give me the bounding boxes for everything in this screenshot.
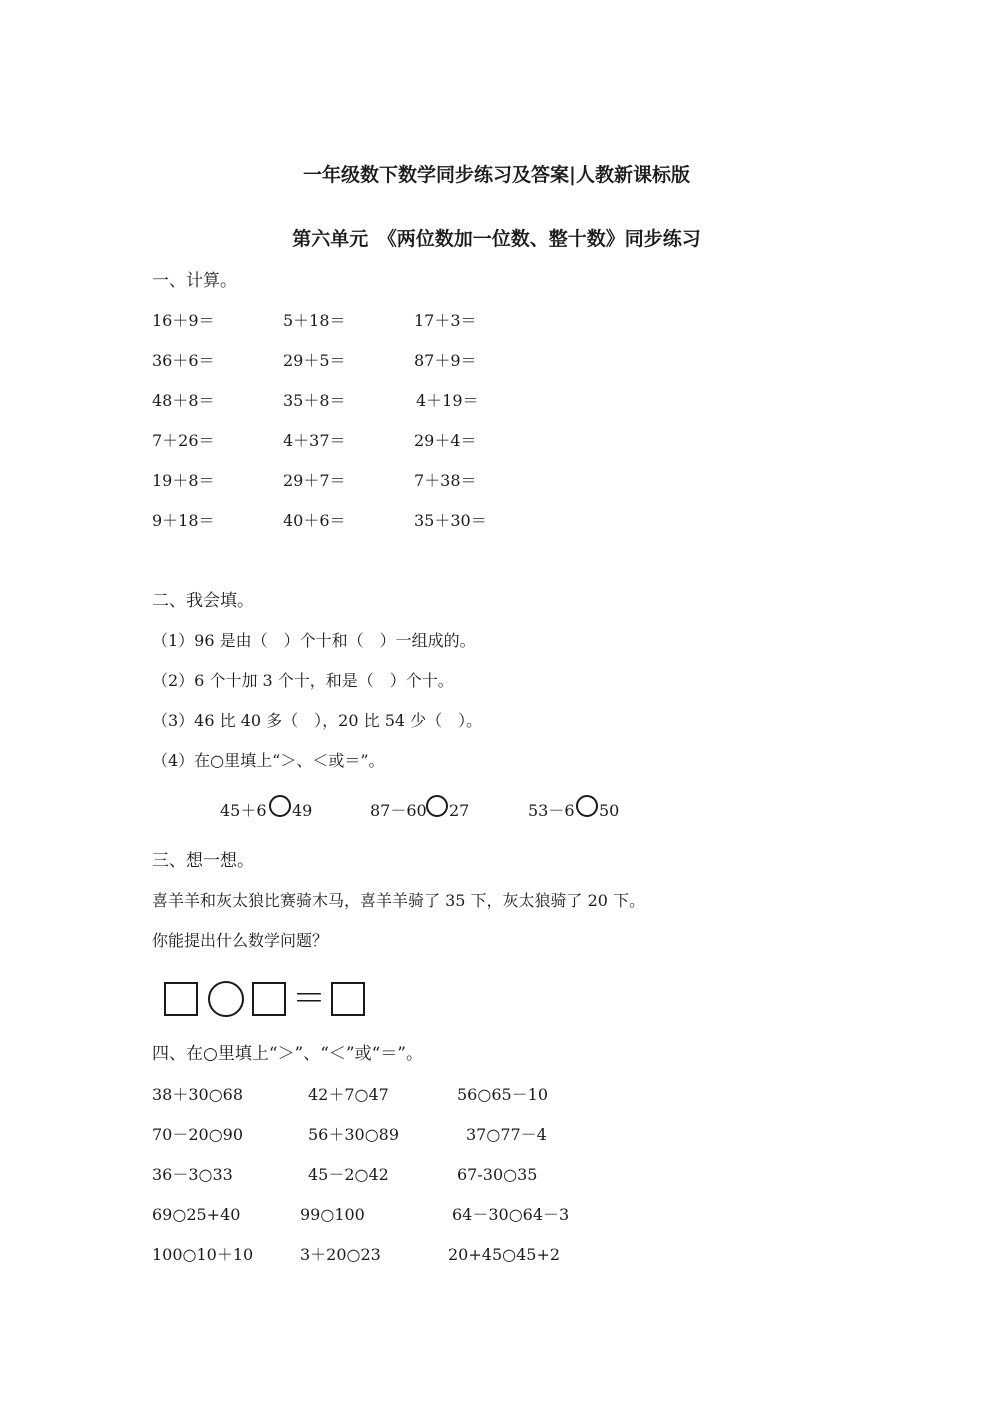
compare-item: 42＋7○47 [308,1085,389,1104]
section3-heading: 三、想一想。 [152,851,254,871]
calc-item: 87＋9＝ [414,351,477,370]
calc-item: 36＋6＝ [152,351,215,370]
compare-item: 99○100 [300,1205,365,1224]
compare-item: 38＋30○68 [152,1085,244,1104]
compare-item: 64－30○64－3 [452,1205,570,1224]
calc-item: 4＋19＝ [416,391,479,410]
story-text: 喜羊羊和灰太狼比赛骑木马，喜羊羊骑了 35 下，灰太狼骑了 20 下。 [152,891,646,910]
fill-question-4: （4）在○里填上“＞、＜或＝”。 [152,751,385,770]
calc-item: 7＋38＝ [414,471,477,490]
calc-item: 35＋30＝ [414,511,487,530]
calc-item: 40＋6＝ [283,511,346,530]
compare-item: 45－2○42 [308,1165,389,1184]
section2-heading: 二、我会填。 [152,591,254,611]
compare-right: 50 [599,801,620,820]
calc-item: 7＋26＝ [152,431,215,450]
compare-circle [269,795,291,817]
calc-item: 5＋18＝ [283,311,346,330]
calc-item: 17＋3＝ [414,311,477,330]
fill-question-1: （1）96 是由（ ）个十和（ ）一组成的。 [152,631,476,650]
question-prompt: 你能提出什么数学问题？ [152,931,329,950]
compare-left: 45＋6 [220,801,267,820]
section4-heading: 四、在○里填上“＞”、“＜”或“＝”。 [152,1044,423,1064]
compare-circle [576,795,598,817]
compare-item: 67-30○35 [457,1165,538,1184]
compare-item: 69○25+40 [152,1205,241,1224]
calc-item: 29＋4＝ [414,431,477,450]
fill-question-3: （3）46 比 40 多（ ），20 比 54 少（ ）。 [152,711,483,730]
answer-box-3 [331,982,365,1016]
answer-box-2 [252,982,286,1016]
calc-item: 29＋7＝ [283,471,346,490]
compare-item: 100○10＋10 [152,1245,254,1264]
compare-left: 87－60 [370,801,427,820]
calc-item: 16＋9＝ [152,311,215,330]
equals-sign: ＝ [292,979,326,1019]
section1-heading: 一、计算。 [152,271,237,291]
calc-item: 35＋8＝ [283,391,346,410]
compare-item: 70－20○90 [152,1125,244,1144]
calc-item: 48＋8＝ [152,391,215,410]
document-subtitle: 第六单元 《两位数加一位数、整十数》同步练习 [292,228,701,250]
calc-item: 29＋5＝ [283,351,346,370]
compare-circle [426,795,448,817]
compare-item: 56○65－10 [457,1085,549,1104]
compare-item: 37○77－4 [466,1125,547,1144]
compare-right: 27 [449,801,470,820]
compare-item: 36－3○33 [152,1165,233,1184]
document-title: 一年级数下数学同步练习及答案|人教新课标版 [303,164,690,186]
compare-item: 20+45○45+2 [448,1245,561,1264]
compare-right: 49 [292,801,313,820]
compare-left: 53－6 [528,801,575,820]
answer-box-1 [164,982,198,1016]
calc-item: 19＋8＝ [152,471,215,490]
calc-item: 4＋37＝ [283,431,346,450]
compare-item: 3＋20○23 [300,1245,381,1264]
fill-question-2: （2）6 个十加 3 个十，和是（ ）个十。 [152,671,454,690]
operator-circle [208,981,244,1017]
compare-item: 56＋30○89 [308,1125,400,1144]
calc-item: 9＋18＝ [152,511,215,530]
